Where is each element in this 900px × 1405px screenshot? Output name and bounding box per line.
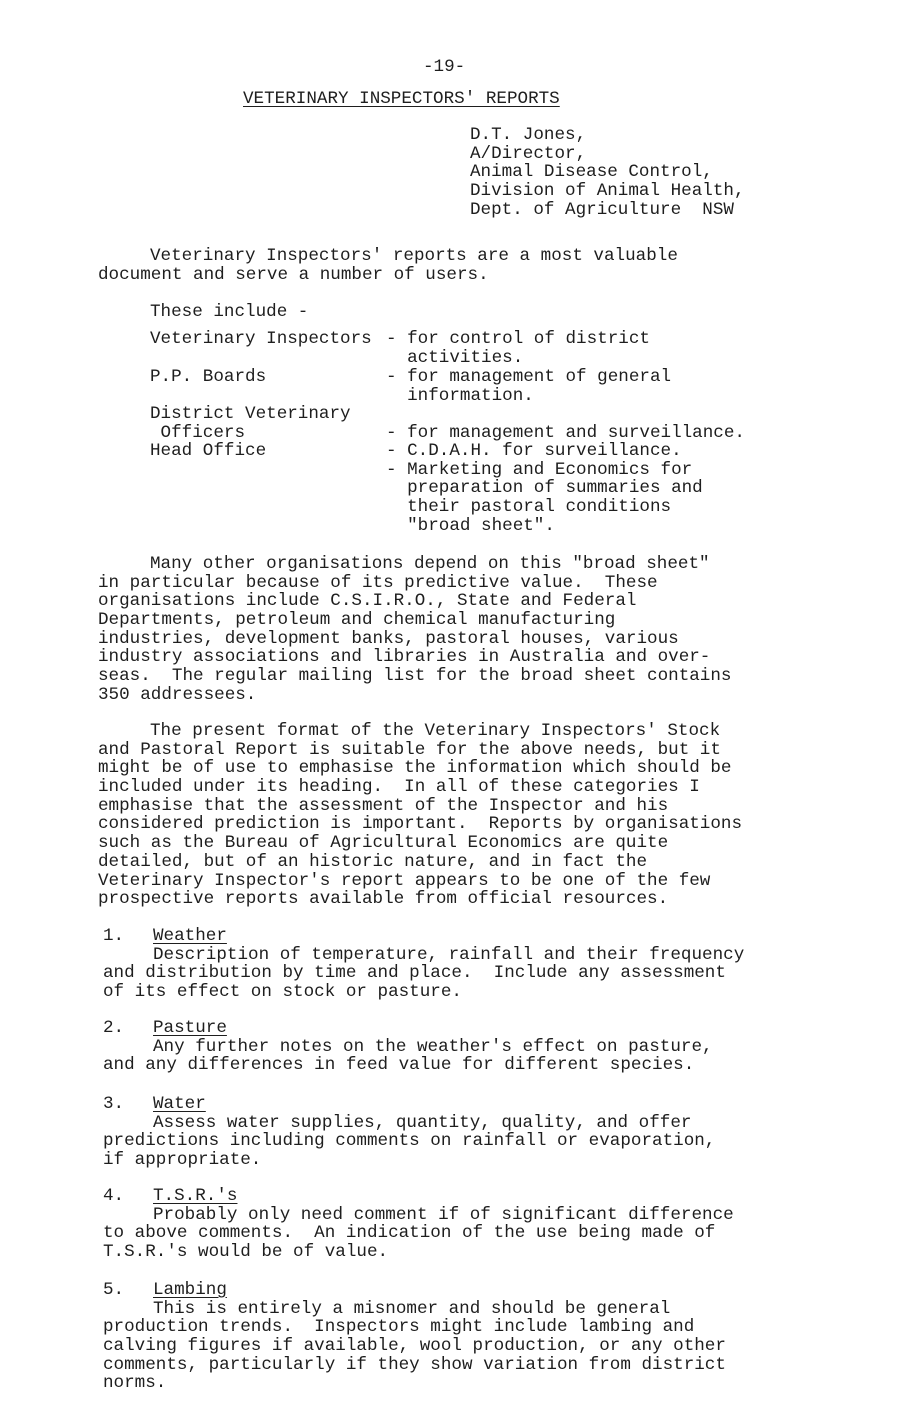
author-block — [470, 126, 745, 219]
text-line: District Veterinary — [150, 404, 351, 424]
section-weather — [103, 927, 744, 1002]
user-name — [150, 442, 266, 461]
text-line: Head Office — [150, 441, 267, 461]
section-pasture — [103, 1019, 713, 1075]
text-line: Description of temperature, rainfall and their frequency — [153, 944, 745, 965]
author-line: A/Director, — [470, 143, 587, 164]
section-number: 1. — [103, 926, 125, 946]
text-line: production trends. Inspectors might include lambing and — [103, 1317, 695, 1338]
section-tsr — [103, 1187, 734, 1262]
text-line: - Marketing and Economics for — [386, 459, 693, 480]
section-heading: T.S.R.'s — [153, 1186, 238, 1206]
text-line: T.S.R.'s would be of value. — [103, 1242, 389, 1263]
text-line — [386, 405, 745, 424]
text-line: activities. — [386, 347, 524, 368]
text-line: detailed, but of an historic nature, and in fact the — [98, 851, 648, 872]
text-line: 350 addressees. — [98, 684, 257, 705]
text-line: emphasise that the assessment of the Inspector and his — [98, 795, 669, 816]
section-heading: Lambing — [153, 1280, 227, 1300]
section-number: 5. — [103, 1280, 125, 1300]
user-name — [150, 330, 372, 349]
text-line: information. — [386, 385, 534, 406]
text-line: Veterinary Inspector's report appears to be one of the few — [98, 870, 711, 891]
text-line: and any differences in feed value for different species. — [103, 1055, 695, 1076]
text-line: Veterinary Inspectors' reports are a most valuable — [150, 246, 678, 266]
text-line: considered prediction is important. Reports by organisations — [98, 814, 743, 835]
user-purpose — [386, 442, 703, 535]
section-lambing — [103, 1281, 726, 1393]
author-line: D.T. Jones, — [470, 125, 587, 145]
text-line: norms. — [103, 1373, 167, 1394]
text-line: and Pastoral Report is suitable for the above needs, but it — [98, 739, 721, 760]
author-line: Animal Disease Control, — [470, 162, 713, 183]
section-heading: Weather — [153, 926, 227, 946]
text-line: Assess water supplies, quantity, quality, and offer — [153, 1112, 692, 1133]
section-water — [103, 1095, 715, 1170]
user-purpose — [386, 330, 650, 367]
user-purpose — [386, 405, 745, 442]
text-line: This is entirely a misnomer and should be general — [153, 1298, 671, 1319]
page-number: -19- — [423, 57, 466, 77]
text-line: calving figures if available, wool production, or any other — [103, 1336, 726, 1357]
text-line: if appropriate. — [103, 1150, 262, 1171]
text-line: prospective reports available from official resources. — [98, 889, 669, 910]
text-line: of its effect on stock or pasture. — [103, 982, 462, 1003]
text-line: - for control of district — [386, 329, 650, 349]
author-line: Dept. of Agriculture NSW — [470, 199, 734, 220]
paragraph-format — [98, 722, 742, 909]
text-line: their pastoral conditions — [386, 497, 672, 518]
user-purpose — [386, 368, 671, 405]
text-line: "broad sheet". — [386, 515, 555, 536]
section-number: 2. — [103, 1018, 125, 1038]
text-line: Officers — [150, 422, 246, 443]
text-line: industries, development banks, pastoral houses, various — [98, 628, 679, 649]
text-line: and distribution by time and place. Include any assessment — [103, 963, 726, 984]
text-line: to above comments. An indication of the use being made of — [103, 1223, 716, 1244]
text-line: document and serve a number of users. — [98, 264, 489, 285]
text-line: - C.D.A.H. for surveillance. — [386, 441, 682, 461]
section-heading: Pasture — [153, 1018, 227, 1038]
text-line: preparation of summaries and — [386, 478, 703, 499]
text-line: might be of use to emphasise the information which should be — [98, 758, 732, 779]
text-line: in particular because of its predictive value. These — [98, 572, 658, 593]
text-line: Any further notes on the weather's effect on pasture, — [153, 1036, 713, 1057]
text-line: organisations include C.S.I.R.O., State and Federal — [98, 591, 637, 612]
intro-paragraph — [98, 247, 678, 284]
section-number: 3. — [103, 1094, 125, 1114]
paragraph-organisations — [98, 555, 731, 705]
text-line: industry associations and libraries in Australia and over- — [98, 647, 711, 668]
text-line: Probably only need comment if of significant difference — [153, 1204, 734, 1225]
text-line: seas. The regular mailing list for the broad sheet contains — [98, 666, 732, 687]
text-line: comments, particularly if they show variation from district — [103, 1354, 726, 1375]
text-line: - for management of general — [386, 367, 672, 387]
text-line: - for management and surveillance. — [386, 422, 745, 443]
page-title: VETERINARY INSPECTORS' REPORTS — [243, 89, 560, 109]
user-name — [150, 405, 351, 442]
text-line: The present format of the Veterinary Inspectors' Stock — [150, 721, 721, 741]
text-line: Veterinary Inspectors — [150, 329, 372, 349]
author-line: Division of Animal Health, — [470, 181, 745, 202]
text-line: such as the Bureau of Agricultural Economics are quite — [98, 833, 669, 854]
text-line: predictions including comments on rainfall or evaporation, — [103, 1131, 716, 1152]
users-intro: These include - — [150, 302, 309, 322]
section-number: 4. — [103, 1186, 125, 1206]
section-heading: Water — [153, 1094, 206, 1114]
text-line: Departments, petroleum and chemical manufacturing — [98, 610, 616, 631]
text-line: P.P. Boards — [150, 367, 267, 387]
user-name — [150, 368, 266, 387]
text-line: included under its heading. In all of these categories I — [98, 777, 700, 798]
text-line: Many other organisations depend on this "broad sheet" — [150, 554, 710, 574]
